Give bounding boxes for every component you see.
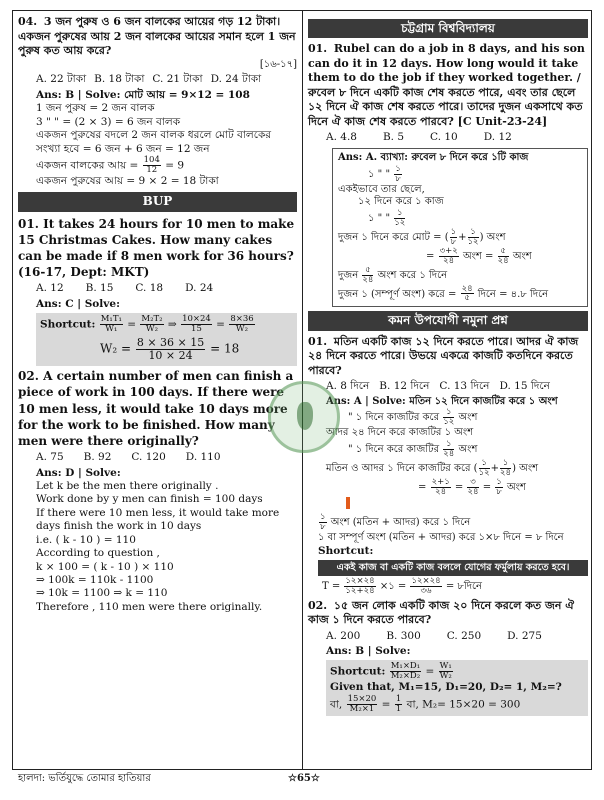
solution-line: একজন পুরুষের বদলে 2 জন বালক ধরলে মোট বালকের xyxy=(36,129,272,142)
question-04 xyxy=(18,15,297,188)
solution-line: Therefore , 110 men were there originally. xyxy=(36,600,263,613)
shortcut-label: Shortcut: xyxy=(40,318,96,331)
option-b: B. 300 xyxy=(386,629,421,642)
solution-line: 1 জন পুরুষ = 2 জন বালক xyxy=(36,102,155,115)
option-a: A. 4.8 xyxy=(326,131,357,144)
option-d: D. 110 xyxy=(185,451,221,464)
option-c: C. 250 xyxy=(446,629,482,642)
option-d: D. 24 xyxy=(185,282,214,295)
option-a: A. 75 xyxy=(36,451,64,464)
option-b: B. 5 xyxy=(382,131,405,144)
solution-fraction-line: একজন বালকের আয় = $\frac{104}{12}$ = 9 xyxy=(36,154,185,175)
solution-line: সংখ্যা হবে = 6 জন + 6 জন = 12 জন xyxy=(36,142,210,155)
solution-line: k × 100 = ( k - 10 ) × 110 xyxy=(36,560,174,573)
option-c: C. 21 টাকা xyxy=(152,73,203,86)
solution-line: একজন পুরুষের আয় = 9 × 2 = 18 টাকা xyxy=(36,174,219,187)
question-tag: [C Unit-23-24] xyxy=(457,114,548,128)
right-column xyxy=(303,11,593,769)
question-common-01: 01. মতিন একটি কাজ ১২ দিনে করতে পারে। আদর ঐ কাজ ২৪ দিনে করতে পারে। উভয়ে একত্রে কাজটি কতদিনে করতে পারবে? A. 8 দিনে B. 12 দিনে C. 13 দিনে D. 15 দিনে Ans: A | Solve: মতিন ১২ দিনে কাজটির করে ১ অংশ " ১ দিনে কাজটির করে $\frac{১}{১২}$ অংশ আদর ২৪ দিনে করে কাজটির ১ অংশ " ১ দিনে করে কাজটির $\frac{১}{২৪}$ অংশ মতিন ও আদর ১ দিনে কাজটির করে ( $\frac{১}{১২}$ + $\frac{১}{২৪}$ ) অংশ = $\frac{২+১}{২৪}$ = $\frac{৩}{২৪}$ = $\frac{১}{৮}$ অংশ $\frac{১}{৮}$ অংশ (মতিন + আদর) করে ১ দিনে ১ বা সম্পূর্ণ অংশ (মতিন + আদর) করে ১×৮ দিনে = ৮ দিনে Shortcut: একই কাজ বা একটি কাজ বললে যোগের ফর্মুলায় করতে হবে। T = $\frac{১২\times ২৪}{১২+২৪}$ ×১ = $\frac{১২\times ২৪}{৩৬}$ = ৮দিনে xyxy=(308,335,588,596)
left-column xyxy=(13,11,303,769)
option-c: C. 13 দিনে xyxy=(439,380,490,393)
question-cu-01 xyxy=(308,42,588,307)
answer: Ans: C | Solve: xyxy=(36,297,120,310)
options xyxy=(326,630,588,643)
option-a: A. 22 টাকা xyxy=(36,73,87,86)
watermark-logo xyxy=(268,381,340,453)
solution-line: days finish the work in 10 days xyxy=(36,520,202,533)
options xyxy=(326,131,588,144)
question-text: It takes 24 hours for 10 men to make 15 Christmas Cakes. How many cakes can be made if 8 men work for 36 hours? (16-17, Dept: MKT) xyxy=(18,216,295,280)
solution-line: Let k be the men there originally . xyxy=(36,479,219,492)
options xyxy=(36,451,297,464)
solution-line: ⇒ 100k = 110k - 1100 xyxy=(36,574,154,587)
option-d: D. 275 xyxy=(507,629,542,642)
option-b: B. 18 টাকা xyxy=(94,73,145,86)
w2-equation: W₂ = $\frac{8 \times 36 \times 15}{10 \times 24}$ = 18 xyxy=(100,336,240,362)
option-c: C. 18 xyxy=(135,282,164,295)
question-text-en: Rubel can do a job in 8 days, and his son can do it in 12 days. How long would it take them to do the job if they worked together. / xyxy=(308,42,585,85)
option-d: D. 24 টাকা xyxy=(210,73,262,86)
options xyxy=(36,73,297,86)
solution-line: If there were 10 men less, it would take more xyxy=(36,506,280,519)
question-common-02 xyxy=(308,599,588,716)
option-a: A. 200 xyxy=(326,629,361,642)
answer-box: Ans: A. ব্যাখ্যা: রুবেল ৮ দিনে করে ১টি কাজ ১ " " $\frac{১}{৮}$ একইভাবে তার ছেলে, ১২ দিনে করে ১ কাজ ১ " " $\frac{১}{১২}$ দুজন ১ দিনে করে মোট = ( $\frac{১}{৮}$ + $\frac{১}{১২}$ ) অংশ = $\frac{৩+২}{২৪}$ অংশ = $\frac{৫}{২৪}$ অংশ দুজন $\frac{৫}{২৪}$ অংশ করে ১ দিনে দুজন ১ (সম্পূর্ণ অংশ) করে = $\frac{২৪}{৫}$ দিনে = ৪.৮ দিনে xyxy=(332,148,588,307)
answer: Ans: B | Solve: xyxy=(326,645,411,657)
answer: Ans: B | Solve: মোট আয় = 9×12 = 108 xyxy=(36,88,250,101)
answer: Ans: D | Solve: xyxy=(36,466,121,479)
fraction: $\frac{104}{12}$ xyxy=(143,154,160,175)
solution-line: 3 " " = (2 × 3) = 6 জন বালক xyxy=(36,115,181,128)
question-bup-01 xyxy=(18,216,297,367)
solution-line: According to question , xyxy=(36,547,160,560)
question-text: 3 জন পুরুষ ও 6 জন বালকের আয়ের গড় 12 টাকা। একজন পুরুষের আয় 2 জন বালকের আয়ের সমান হলে 1 জন পুরুষ কত আয় করে? xyxy=(18,15,296,58)
shortcut-box: Shortcut: $\frac{\text{M₁T₁}}{\text{W₁}}$ = $\frac{\text{M₂T₂}}{\text{W₂}}$ ⇒ $\frac{10\times 24}{15}$ = $\frac{8\times 36}{\text{W₂}}$ W₂ = $\frac{8 \times 36 \times 15}{10 \times 24}$ = 18 xyxy=(36,313,297,366)
option-c: C. 10 xyxy=(430,131,458,144)
page-frame xyxy=(12,10,592,770)
option-a: A. 12 xyxy=(36,282,64,295)
question-number: 01. xyxy=(18,216,39,231)
shortcut-banner: একই কাজ বা একটি কাজ বললে যোগের ফর্মুলায় করতে হবে। xyxy=(318,560,588,576)
option-c: C. 120 xyxy=(131,451,166,464)
option-a: A. 8 দিনে xyxy=(326,380,370,393)
section-banner-common: কমন উপযোগী নমুনা প্রশ্ন xyxy=(308,311,588,330)
question-text: মতিন একটি কাজ ১২ দিনে করতে পারে। আদর ঐ কাজ ২৪ দিনে করতে পারে। উভয়ে একত্রে কাজটি কতদিনে করতে পারবে? xyxy=(308,334,579,377)
solution-line: ⇒ 10k = 1100 ⇒ k = 110 xyxy=(36,587,168,600)
question-tag: [১৬-১৭] xyxy=(259,58,297,70)
options xyxy=(36,282,297,295)
page-number: ☆65☆ xyxy=(288,773,320,784)
shortcut-label: Shortcut: xyxy=(318,545,374,558)
option-b: B. 12 দিনে xyxy=(379,380,430,393)
solution-line: Work done by y men can finish = 100 days xyxy=(36,493,263,506)
question-number: 01. xyxy=(308,334,328,348)
section-banner-bup: BUP xyxy=(18,192,297,211)
question-number: 04. xyxy=(18,15,38,28)
footer-text: হালদা: ভর্তিযুদ্ধে তোমার হাতিয়ার xyxy=(18,773,151,784)
question-text-bn: রুবেল ৮ দিনে একটি কাজ শেষ করতে পারে, এবং তার ছেলে ১২ দিনে ঐ কাজ শেষ করতে পারে। তাদের দুজন একসাথে কত দিনে ঐ কাজ শেষ করতে পারবে? xyxy=(308,85,583,128)
highlight-mark xyxy=(346,497,350,509)
option-d: D. 12 xyxy=(483,131,512,144)
shortcut-box: Shortcut: $\frac{\text{M₁×D₁}}{\text{M₂×D₂}}$ = $\frac{\text{W₁}}{\text{W₂}}$ Given that, M₁=15, D₁=20, D₂= 1, M₂=? বা, $\frac{15\times 20}{\text{M₂×1}}$ = $\frac{1}{1}$ বা, M₂= 15×20 = 300 xyxy=(326,660,588,715)
question-text: A certain number of men can finish a piece of work in 100 days. If there were 10 men less, it would take 10 days more for the work to be finished. How many men were there originally? xyxy=(18,369,294,448)
option-d: D. 15 দিনে xyxy=(499,380,550,393)
solution-line: i.e. ( k - 10 ) = 110 xyxy=(36,533,136,546)
answer: Ans: A | Solve: মতিন ১২ দিনে কাজটির করে ১ অংশ xyxy=(326,395,558,407)
question-number: 02. xyxy=(308,598,328,612)
question-bup-02 xyxy=(18,368,297,614)
question-text: ১৫ জন লোক একটি কাজ ২০ দিনে করলে কত জন ঐ কাজ ১ দিনে করতে পারবে? xyxy=(308,598,575,627)
options xyxy=(326,380,588,393)
option-b: B. 92 xyxy=(83,451,112,464)
question-number: 02. xyxy=(18,369,39,384)
section-banner-cu: চট্টগ্রাম বিশ্ববিদ্যালয় xyxy=(308,19,588,38)
option-b: B. 15 xyxy=(85,282,114,295)
question-number: 01. xyxy=(308,42,328,56)
